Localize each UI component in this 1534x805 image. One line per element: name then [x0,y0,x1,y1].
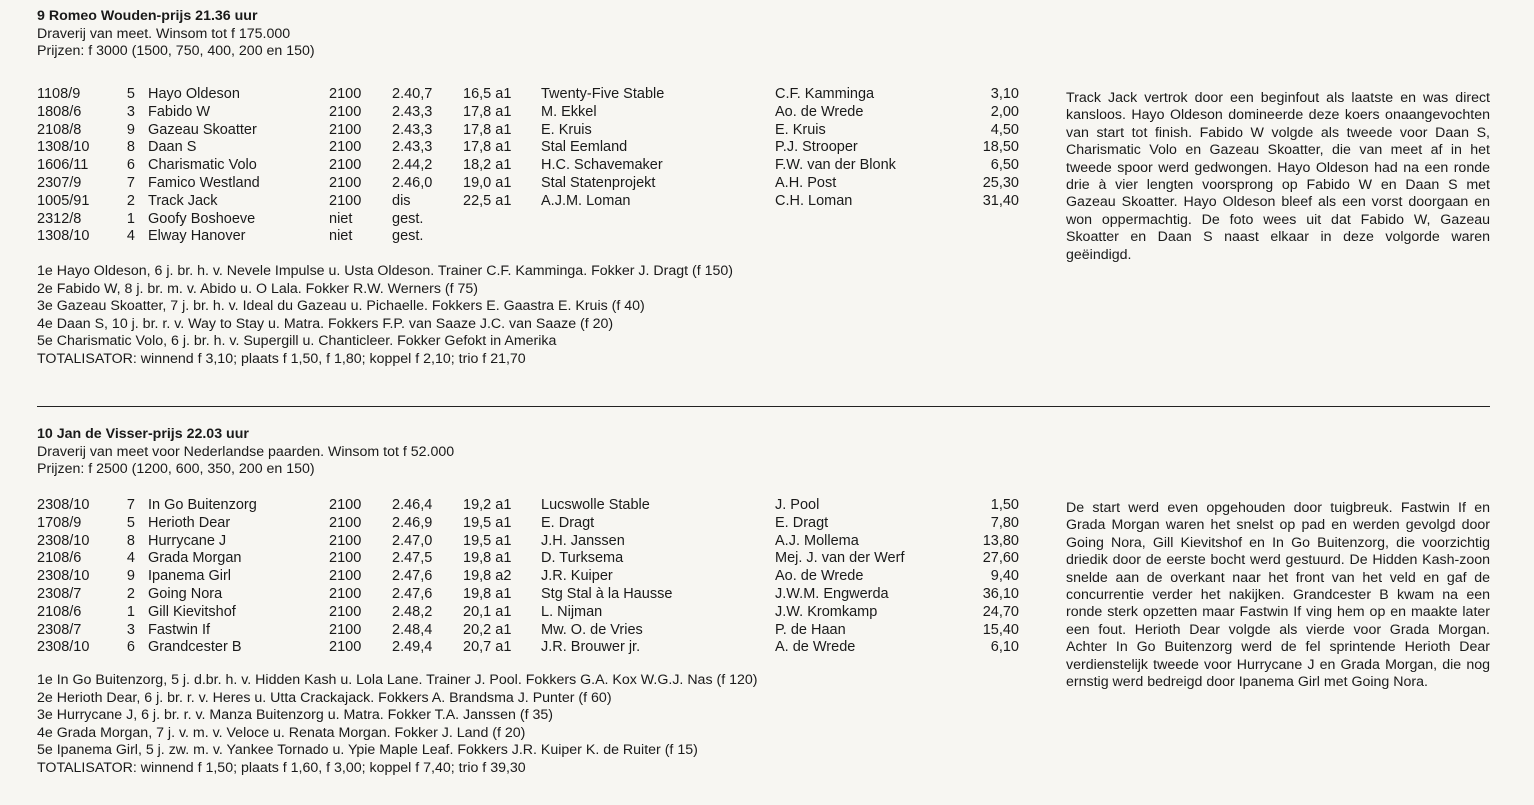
result-distance: 2100 [329,86,362,102]
result-trainer: E. Dragt [775,514,829,531]
result-horse: Grandcester B [148,639,242,656]
race-header [37,426,454,479]
result-distance: 2100 [329,585,362,602]
result-speed: 19,8 a1 [463,550,512,567]
result-time: 2.47,0 [392,532,433,549]
result-odds: 6,50 [990,157,1019,174]
result-odds: 9,40 [990,568,1019,585]
result-distance: niet [329,210,353,227]
result-horse: Hurrycane J [148,532,227,549]
result-owner: E. Kruis [541,121,592,138]
result-horse: Ipanema Girl [148,568,232,585]
result-owner: H.C. Schavemaker [541,157,663,174]
result-time: 2.46,4 [392,497,433,513]
table-row [37,139,1037,157]
result-speed: 17,8 a1 [463,139,512,156]
result-speed: 18,2 a1 [463,157,512,174]
table-row [37,515,1037,533]
race-header [37,8,315,61]
result-speed: 19,8 a1 [463,585,512,602]
result-distance: 2100 [329,497,362,513]
result-number: 7 [126,174,135,191]
result-speed: 19,8 a2 [463,568,512,585]
result-number: 6 [126,639,135,656]
result-distance: 2100 [329,514,362,531]
result-date: 1606/11 [37,157,89,174]
result-speed: 16,5 a1 [463,86,512,102]
result-time: gest. [392,210,424,227]
result-speed: 20,2 a1 [463,621,512,638]
result-trainer: Ao. de Wrede [775,568,864,585]
result-owner: Mw. O. de Vries [541,621,643,638]
race-notes [37,672,758,777]
table-row [37,568,1037,586]
results-table [37,497,1037,657]
result-speed: 19,2 a1 [463,497,512,513]
table-row [37,586,1037,604]
result-speed: 17,8 a1 [463,121,512,138]
result-number: 3 [126,621,135,638]
table-row [37,211,1037,229]
result-speed: 20,7 a1 [463,639,512,656]
result-horse: Famico Westland [148,174,260,191]
table-row [37,550,1037,568]
result-distance: 2100 [329,568,362,585]
table-row [37,639,1037,657]
result-distance: 2100 [329,603,362,620]
result-owner: E. Dragt [541,514,595,531]
table-row [37,157,1037,175]
result-number: 9 [126,568,135,585]
result-time: gest. [392,228,424,245]
result-owner: Lucswolle Stable [541,497,650,513]
result-owner: D. Turksema [541,550,624,567]
result-date: 1308/10 [37,228,90,245]
result-trainer: J.W. Kromkamp [775,603,878,620]
result-distance: niet [329,228,353,245]
race-title: 9 Romeo Wouden-prijs 21.36 uur [37,8,258,24]
result-time: 2.46,9 [392,514,433,531]
result-owner: J.R. Kuiper [541,568,613,585]
result-distance: 2100 [329,157,362,174]
result-horse: Gazeau Skoatter [148,121,257,138]
result-distance: 2100 [329,532,362,549]
result-horse: Elway Hanover [148,228,246,245]
placing-note: 5e Charismatic Volo, 6 j. br. h. v. Supergill u. Chanticleer. Fokker Gefokt in Amerika [37,333,557,349]
result-time: 2.47,6 [392,568,433,585]
result-time: 2.46,0 [392,174,433,191]
result-owner: Twenty-Five Stable [541,86,665,102]
result-horse: Daan S [148,139,197,156]
result-trainer: Ao. de Wrede [775,103,864,120]
result-horse: Grada Morgan [148,550,242,567]
table-row [37,175,1037,193]
result-time: 2.43,3 [392,139,433,156]
result-owner: J.H. Janssen [541,532,625,549]
result-number: 6 [126,157,135,174]
result-trainer: A.H. Post [775,174,837,191]
result-date: 2312/8 [37,210,82,227]
result-odds: 6,10 [990,639,1019,656]
result-time: 2.43,3 [392,121,433,138]
race-prizes: Prijzen: f 3000 (1500, 750, 400, 200 en 150) [37,43,315,59]
result-odds: 36,10 [982,585,1019,602]
placing-note: 2e Fabido W, 8 j. br. m. v. Abido u. O Lala. Fokker R.W. Werners (f 75) [37,280,479,297]
result-time: 2.43,3 [392,103,433,120]
totalisator-line: TOTALISATOR: winnend f 3,10; plaats f 1,50, f 1,80; koppel f 2,10; trio f 21,70 [37,350,526,367]
placing-note: 1e In Go Buitenzorg, 5 j. d.br. h. v. Hidden Kash u. Lola Lane. Trainer J. Pool. Fokkers G.A. Kox W.G.J. Nas (f 120) [37,672,758,688]
result-owner: L. Nijman [541,603,603,620]
result-number: 2 [126,192,135,209]
race-report: Track Jack vertrok door een beginfout als laatste en was direct kansloos. Hayo Oldeson domineerde deze koers onaangevochten van start tot finish. Fabido W volgde als tweede voor Daan S, Charismatic Volo en Gazeau Skoatter, die van meet af in het tweede spoor werd gedwongen. Hayo Oldeson had na een ronde drie à vier lengten voorsprong op Fabido W en Daan S met Gazeau Skoatter. Hayo Oldeson bleef als een vorst doorgaan en won oppermachtig. De foto wees uit dat Fabido W, Gazeau Skoatter en Daan S naast elkaar in deze volgorde waren geëindigd. [1066,90,1490,263]
table-row [37,104,1037,122]
result-owner: Stal Eemland [541,139,628,156]
placing-note: 1e Hayo Oldeson, 6 j. br. h. v. Nevele Impulse u. Usta Oldeson. Trainer C.F. Kamminga. Fokker J. Dragt (f 150) [37,263,734,279]
result-horse: Hayo Oldeson [148,86,240,102]
result-trainer: A.J. Mollema [775,532,859,549]
table-row [37,497,1037,515]
result-odds: 2,00 [990,103,1019,120]
result-trainer: J.W.M. Engwerda [775,585,889,602]
race-subtitle: Draverij van meet voor Nederlandse paarden. Winsom tot f 52.000 [37,443,455,460]
result-trainer: C.F. Kamminga [775,86,875,102]
result-distance: 2100 [329,550,362,567]
result-owner: Stal Statenprojekt [541,174,656,191]
result-date: 2308/7 [37,621,82,638]
result-trainer: E. Kruis [775,121,826,138]
result-horse: Fabido W [148,103,211,120]
result-date: 2308/10 [37,568,90,585]
result-owner: Stg Stal à la Hausse [541,585,673,602]
table-row [37,533,1037,551]
result-date: 1308/10 [37,139,90,156]
result-date: 2308/10 [37,497,90,513]
race-report: De start werd even opgehouden door tuigbreuk. Fastwin If en Grada Morgan waren het snelst op pad en werden gevolgd door Going Nora, Gill Kievitshof en In Go Buitenzorg, die voorzichtig driedik door de eerste bocht werd gestuurd. De Hidden Kash-zoon snelde aan de overkant naar het front van het veld en gaf de concurrentie verder het nakijken. Grandcester B kwam na een ronde sterk opzetten maar Fastwin If ving hem op en maakte later een fout. Herioth Dear volgde als vierde voor Grada Morgan. Achter In Go Buitenzorg werd de fel sprintende Herioth Dear verdienstelijk tweede voor Hurrycane J en Grada Morgan, die nog ernstig werd bedreigd door Ipanema Girl met Going Nora. [1066,500,1490,691]
result-time: 2.48,4 [392,621,433,638]
result-odds: 15,40 [982,621,1019,638]
result-odds: 7,80 [990,514,1019,531]
result-horse: Goofy Boshoeve [148,210,256,227]
result-number: 4 [126,228,135,245]
result-owner: J.R. Brouwer jr. [541,639,641,656]
result-odds: 31,40 [982,192,1019,209]
result-date: 2308/7 [37,585,82,602]
table-row [37,604,1037,622]
race-title: 10 Jan de Visser-prijs 22.03 uur [37,426,249,442]
placing-note: 3e Hurrycane J, 6 j. br. r. v. Manza Buitenzorg u. Matra. Fokker T.A. Janssen (f 35) [37,707,553,723]
result-number: 1 [126,210,135,227]
result-odds: 4,50 [990,121,1019,138]
totalisator-line: TOTALISATOR: winnend f 1,50; plaats f 1,60, f 3,00; koppel f 7,40; trio f 39,30 [37,759,526,776]
result-date: 1708/9 [37,514,82,531]
result-date: 2308/10 [37,532,90,549]
race-subtitle: Draverij van meet. Winsom tot f 175.000 [37,25,291,42]
race-notes [37,263,733,368]
result-number: 5 [126,514,135,531]
result-time: 2.44,2 [392,157,433,174]
result-time: 2.48,2 [392,603,433,620]
placing-note: 3e Gazeau Skoatter, 7 j. br. h. v. Ideal du Gazeau u. Pichaelle. Fokkers E. Gaastra E. Kruis (f 40) [37,298,645,314]
result-distance: 2100 [329,621,362,638]
result-distance: 2100 [329,103,362,120]
result-number: 8 [126,532,135,549]
result-horse: Going Nora [148,585,223,602]
result-owner: A.J.M. Loman [541,192,631,209]
result-odds: 27,60 [982,550,1019,567]
result-odds: 25,30 [982,174,1019,191]
result-speed: 22,5 a1 [463,192,512,209]
result-date: 1808/6 [37,103,82,120]
result-time: 2.47,5 [392,550,433,567]
result-horse: In Go Buitenzorg [148,497,257,513]
result-time: 2.47,6 [392,585,433,602]
result-trainer: C.H. Loman [775,192,853,209]
result-horse: Track Jack [148,192,218,209]
result-date: 1108/9 [37,86,81,102]
result-number: 9 [126,121,135,138]
result-trainer: P. de Haan [775,621,846,638]
result-speed: 20,1 a1 [463,603,512,620]
section-divider [37,406,1490,407]
result-date: 1005/91 [37,192,90,209]
result-odds: 1,50 [990,497,1019,513]
result-distance: 2100 [329,192,362,209]
table-row [37,193,1037,211]
results-table [37,86,1037,246]
table-row [37,228,1037,246]
result-date: 2308/10 [37,639,90,656]
placing-note: 4e Daan S, 10 j. br. r. v. Way to Stay u. Matra. Fokkers F.P. van Saaze J.C. van Saaze (f 20) [37,315,614,332]
result-trainer: Mej. J. van der Werf [775,550,905,567]
result-distance: 2100 [329,639,362,656]
result-horse: Fastwin If [148,621,211,638]
result-trainer: J. Pool [775,497,820,513]
race-prizes: Prijzen: f 2500 (1200, 600, 350, 200 en 150) [37,461,315,477]
result-number: 4 [126,550,135,567]
result-date: 2108/6 [37,603,82,620]
placing-note: 4e Grada Morgan, 7 j. v. m. v. Veloce u. Renata Morgan. Fokker J. Land (f 20) [37,724,526,741]
table-row [37,622,1037,640]
placing-note: 2e Herioth Dear, 6 j. br. r. v. Heres u. Utta Crackajack. Fokkers A. Brandsma J. Punter (f 60) [37,689,612,706]
result-distance: 2100 [329,139,362,156]
result-horse: Charismatic Volo [148,157,257,174]
result-horse: Herioth Dear [148,514,231,531]
result-trainer: P.J. Strooper [775,139,858,156]
result-owner: M. Ekkel [541,103,597,120]
placing-note: 5e Ipanema Girl, 5 j. zw. m. v. Yankee Tornado u. Ypie Maple Leaf. Fokkers J.R. Kuiper K. de Ruiter (f 15) [37,742,698,758]
result-odds: 24,70 [982,603,1019,620]
result-number: 2 [126,585,135,602]
result-odds: 13,80 [982,532,1019,549]
result-speed: 19,5 a1 [463,532,512,549]
result-number: 7 [126,497,135,513]
result-trainer: A. de Wrede [775,639,856,656]
result-number: 5 [126,86,135,102]
result-distance: 2100 [329,121,362,138]
result-speed: 19,5 a1 [463,514,512,531]
table-row [37,86,1037,104]
result-date: 2108/6 [37,550,82,567]
result-trainer: F.W. van der Blonk [775,157,896,174]
result-speed: 17,8 a1 [463,103,512,120]
result-horse: Gill Kievitshof [148,603,236,620]
result-odds: 3,10 [990,86,1019,102]
result-odds: 18,50 [982,139,1019,156]
result-time: 2.49,4 [392,639,433,656]
result-time: 2.40,7 [392,86,433,102]
table-row [37,122,1037,140]
result-date: 2307/9 [37,174,82,191]
result-speed: 19,0 a1 [463,174,512,191]
result-number: 3 [126,103,135,120]
result-time: dis [392,192,411,209]
result-number: 8 [126,139,135,156]
result-number: 1 [126,603,135,620]
result-distance: 2100 [329,174,362,191]
result-date: 2108/8 [37,121,82,138]
